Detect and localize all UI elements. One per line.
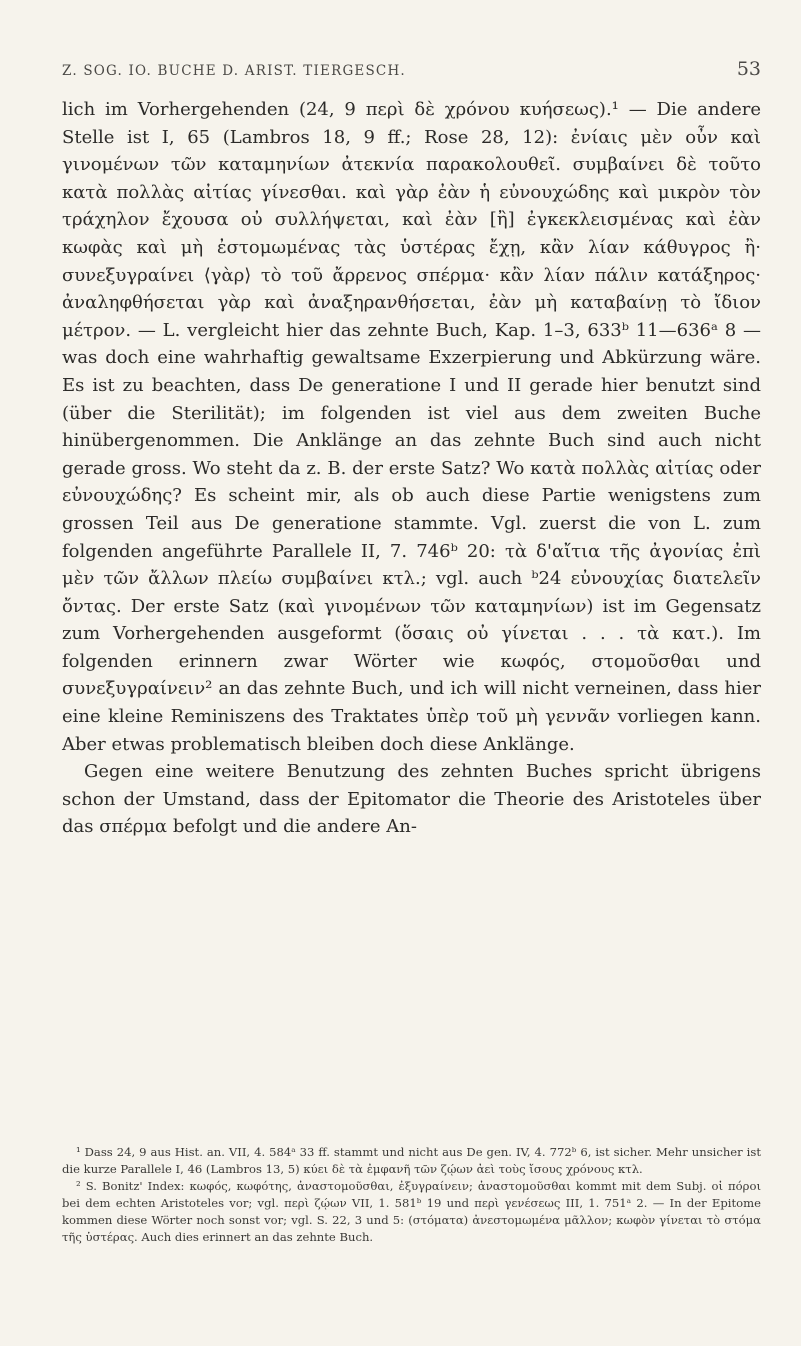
footnotes xyxy=(62,1144,761,1246)
running-head: Z. SOG. IO. BUCHE D. ARIST. TIERGESCH. xyxy=(62,63,406,79)
main-text xyxy=(62,96,761,841)
page-number: 53 xyxy=(736,58,761,80)
page-header xyxy=(62,58,761,80)
footnote-2: ² S. Bonitz' Index: κωφός, κωφότης, ἀναστομοῦσθαι, ἐξυγραίνειν; ἀναστομοῦσθαι kommt mit dem Subj. οἱ πόροι bei dem echten Aristoteles vor; vgl. περὶ ζῴων VII, 1. 581ᵇ 19 und περὶ γενέσεως III, 1. 751ᵃ 2. — In der Epitome kommen diese Wörter noch sonst vor; vgl. S. 22, 3 und 5: (στόματα) ἀνεστομωμένα μᾶλλον; κωφὸν γίνεται τὸ στόμα τῆς ὑστέρας. Auch dies erinnert an das zehnte Buch. xyxy=(62,1179,761,1244)
paragraph: lich im Vorhergehenden (24, 9 περὶ δὲ χρόνου κυήσεως).¹ — Die andere Stelle ist I, 65 (Lambros 18, 9 ff.; Rose 28, 12): ἐνίαις μὲν οὖν καὶ γινομένων τῶν καταμηνίων ἀτεκνία παρακολουθεῖ. συμβαίνει δὲ τοῦτο κατὰ πολλὰς αἰτίας γίνεσθαι. καὶ γὰρ ἐὰν ἡ εὐνουχώδης καὶ μικρὸν τὸν τράχηλον ἔχουσα οὐ συλλήψεται, καὶ ἐὰν [ἢ] ἐγκεκλεισμένας καὶ ἐὰν κωφὰς καὶ μὴ ἐστομωμένας τὰς ὑστέρας ἔχῃ, κἂν λίαν κάθυγρος ἢ· συνεξυγραίνει ⟨γὰρ⟩ τὸ τοῦ ἄρρενος σπέρμα· κἂν λίαν πάλιν κατάξηρος· ἀναληφθήσεται γὰρ καὶ ἀναξηρανθήσεται, ἐὰν μὴ καταβαίνῃ τὸ ἴδιον μέτρον. — L. vergleicht hier das zehnte Buch, Kap. 1–3, 633ᵇ 11—636ᵃ 8 — was doch eine wahrhaftig gewaltsame Exzerpierung und Abkürzung wäre. Es ist zu beachten, dass De generatione I und II gerade hier benutzt sind (über die Sterilität); im folgenden ist viel aus dem zweiten Buche hinübergenommen. Die Anklänge an das zehnte Buch sind auch nicht gerade gross. Wo steht da z. B. der erste Satz? Wo κατὰ πολλὰς αἰτίας oder εὐνουχώδης? Es scheint mir, als ob auch diese Partie wenigstens zum grossen Teil aus De generatione stammte. Vgl. zuerst die von L. zum folgenden angeführte Parallele II, 7. 746ᵇ 20: τὰ δ'αἴτια τῆς ἀγονίας ἐπὶ μὲν τῶν ἄλλων πλείω συμβαίνει κτλ.; vgl. auch ᵇ24 εὐνουχίας διατελεῖν ὄντας. Der erste Satz (καὶ γινομένων τῶν καταμηνίων) ist im Gegensatz zum Vorhergehenden ausgeformt (ὅσαις οὐ γίνεται . . . τὰ κατ.). Im folgenden erinnern zwar Wörter wie κωφός, στομοῦσθαι und συνεξυγραίνειν² an das zehnte Buch, und ich will nicht verneinen, dass hier eine kleine Reminiszens des Traktates ὑπὲρ τοῦ μὴ γεννᾶν vorliegen kann. Aber etwas problematisch bleiben doch diese Anklänge. xyxy=(62,99,761,755)
footnote-1: ¹ Dass 24, 9 aus Hist. an. VII, 4. 584ᵃ 33 ff. stammt und nicht aus De gen. IV, 4. 772ᵇ 6, ist sicher. Mehr unsicher ist die kurze Parallele I, 46 (Lambros 13, 5) κύει δὲ τὰ ἐμφανῆ τῶν ζῴων ἀεὶ τοὺς ἴσους χρόνους κτλ. xyxy=(62,1145,761,1176)
paragraph: Gegen eine weitere Benutzung des zehnten Buches spricht übrigens schon der Umstand, dass der Epitomator die Theorie des Aristoteles über das σπέρμα befolgt und die andere An- xyxy=(62,761,761,838)
